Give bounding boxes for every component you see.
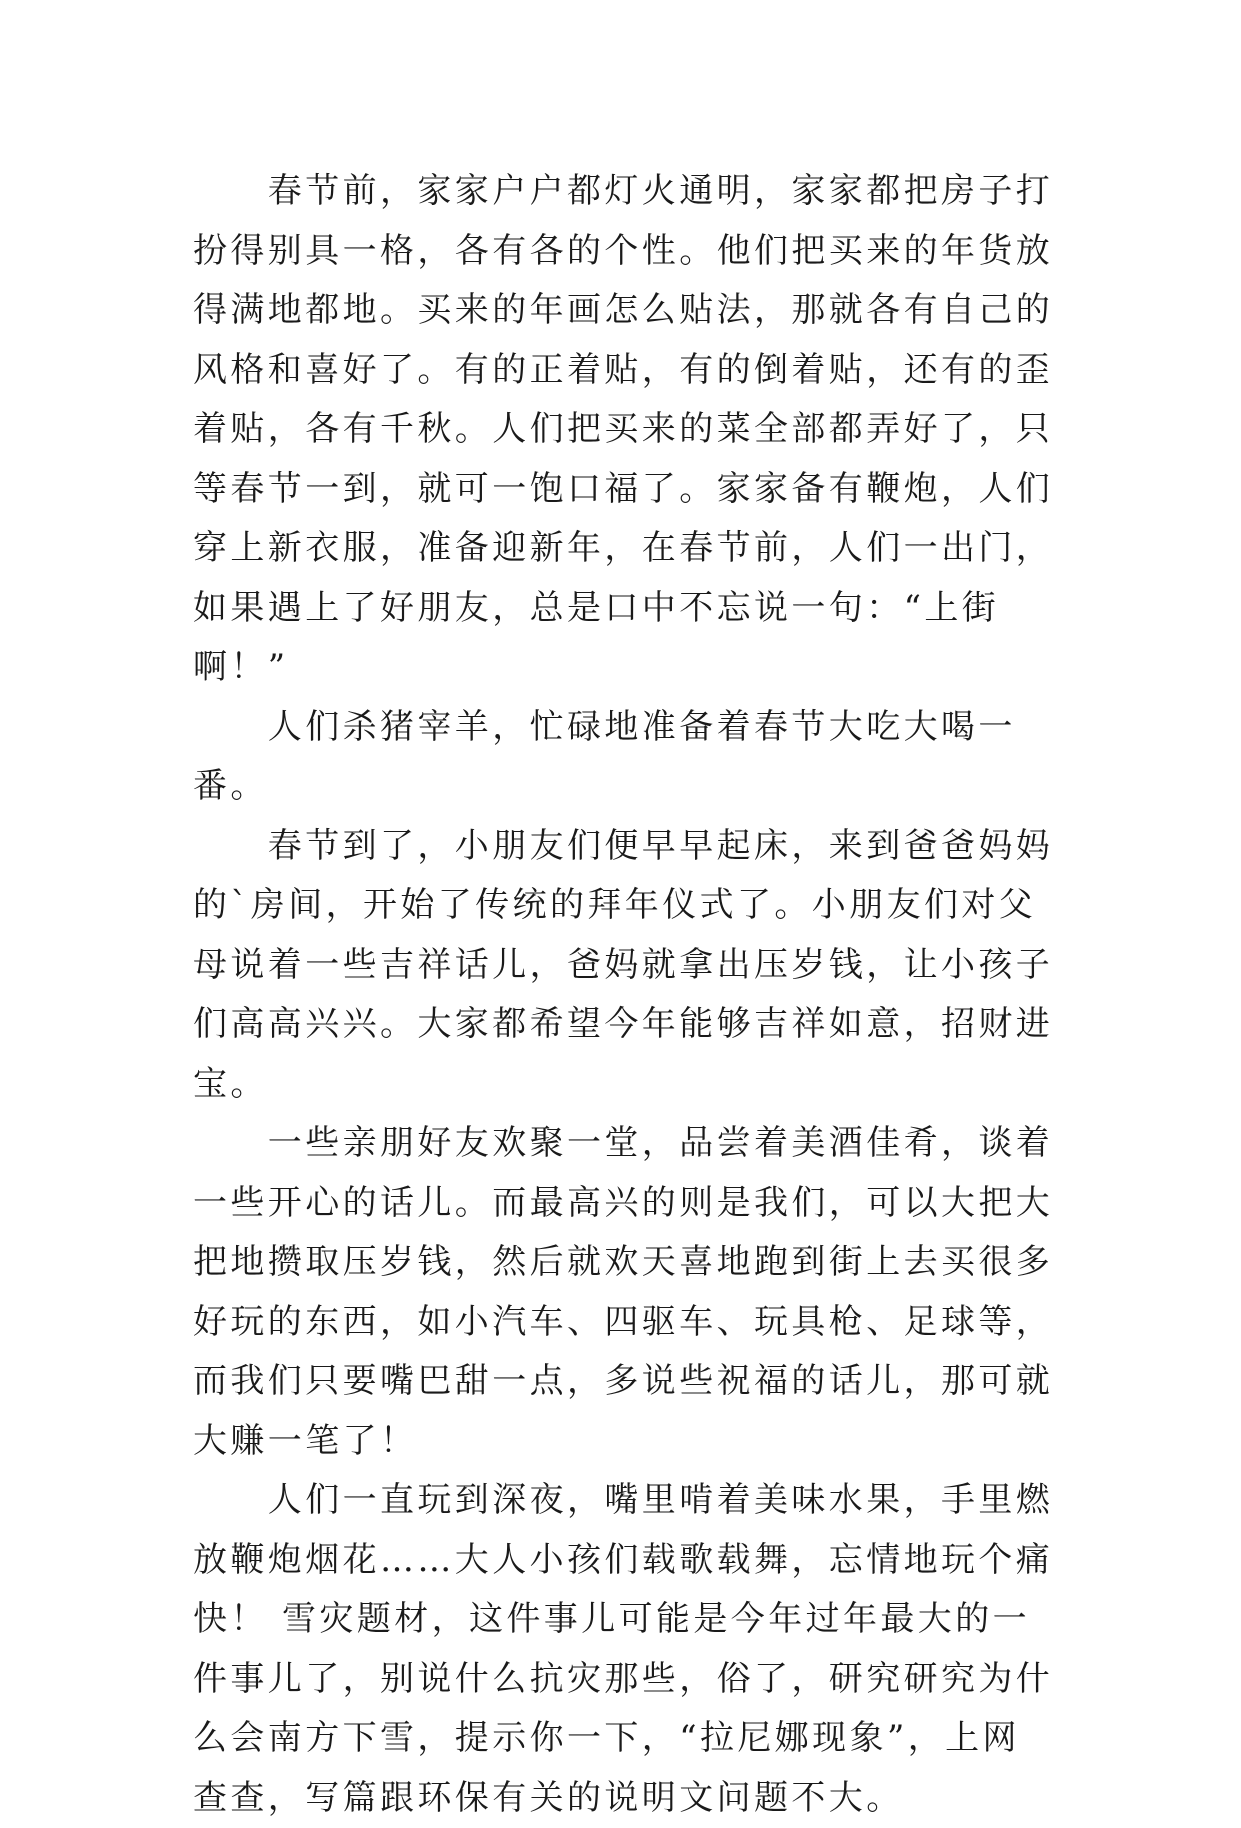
paragraph-3: 春节到了，小朋友们便早早起床，来到爸爸妈妈的`房间，开始了传统的拜年仪式了。小朋友们对父母说着一些吉祥话儿，爸妈就拿出压岁钱，让小孩子们高高兴兴。大家都希望今年能够吉祥如意，招财进宝。: [193, 825, 1054, 1104]
paragraph-2: 人们杀猪宰羊，忙碌地准备着春节大吃大喝一番。: [193, 706, 1016, 806]
paragraph-1: 春节前，家家户户都灯火通明，家家都把房子打扮得别具一格，各有各的个性。他们把买来的年货放得满地都地。买来的年画怎么贴法，那就各有自己的风格和喜好了。有的正着贴，有的倒着贴，还有的歪着贴，各有千秋。人们把买来的菜全部都弄好了，只等春节一到，就可一饱口福了。家家备有鞭炮，人们穿上新衣服，准备迎新年，在春节前，人们一出门，如果遇上了好朋友，总是口中不忘说一句：“上街啊！”: [193, 171, 1054, 687]
document-body: [193, 162, 1055, 1828]
paragraph-4: 一些亲朋好友欢聚一堂，品尝着美酒佳肴，谈着一些开心的话儿。而最高兴的则是我们，可以大把大把地攒取压岁钱，然后就欢天喜地跑到街上去买很多好玩的东西，如小汽车、四驱车、玩具枪、足球等，而我们只要嘴巴甜一点，多说些祝福的话儿，那可就大赚一笔了！: [193, 1123, 1054, 1461]
paragraph-5: 人们一直玩到深夜，嘴里啃着美味水果，手里燃放鞭炮烟花……大人小孩们载歌载舞，忘情地玩个痛快！ 雪灾题材，这件事儿可能是今年过年最大的一件事儿了，别说什么抗灾那些，俗了，研究研究为什么会南方下雪，提示你一下，“拉尼娜现象”，上网查查，写篇跟环保有关的说明文问题不大。: [193, 1480, 1054, 1818]
